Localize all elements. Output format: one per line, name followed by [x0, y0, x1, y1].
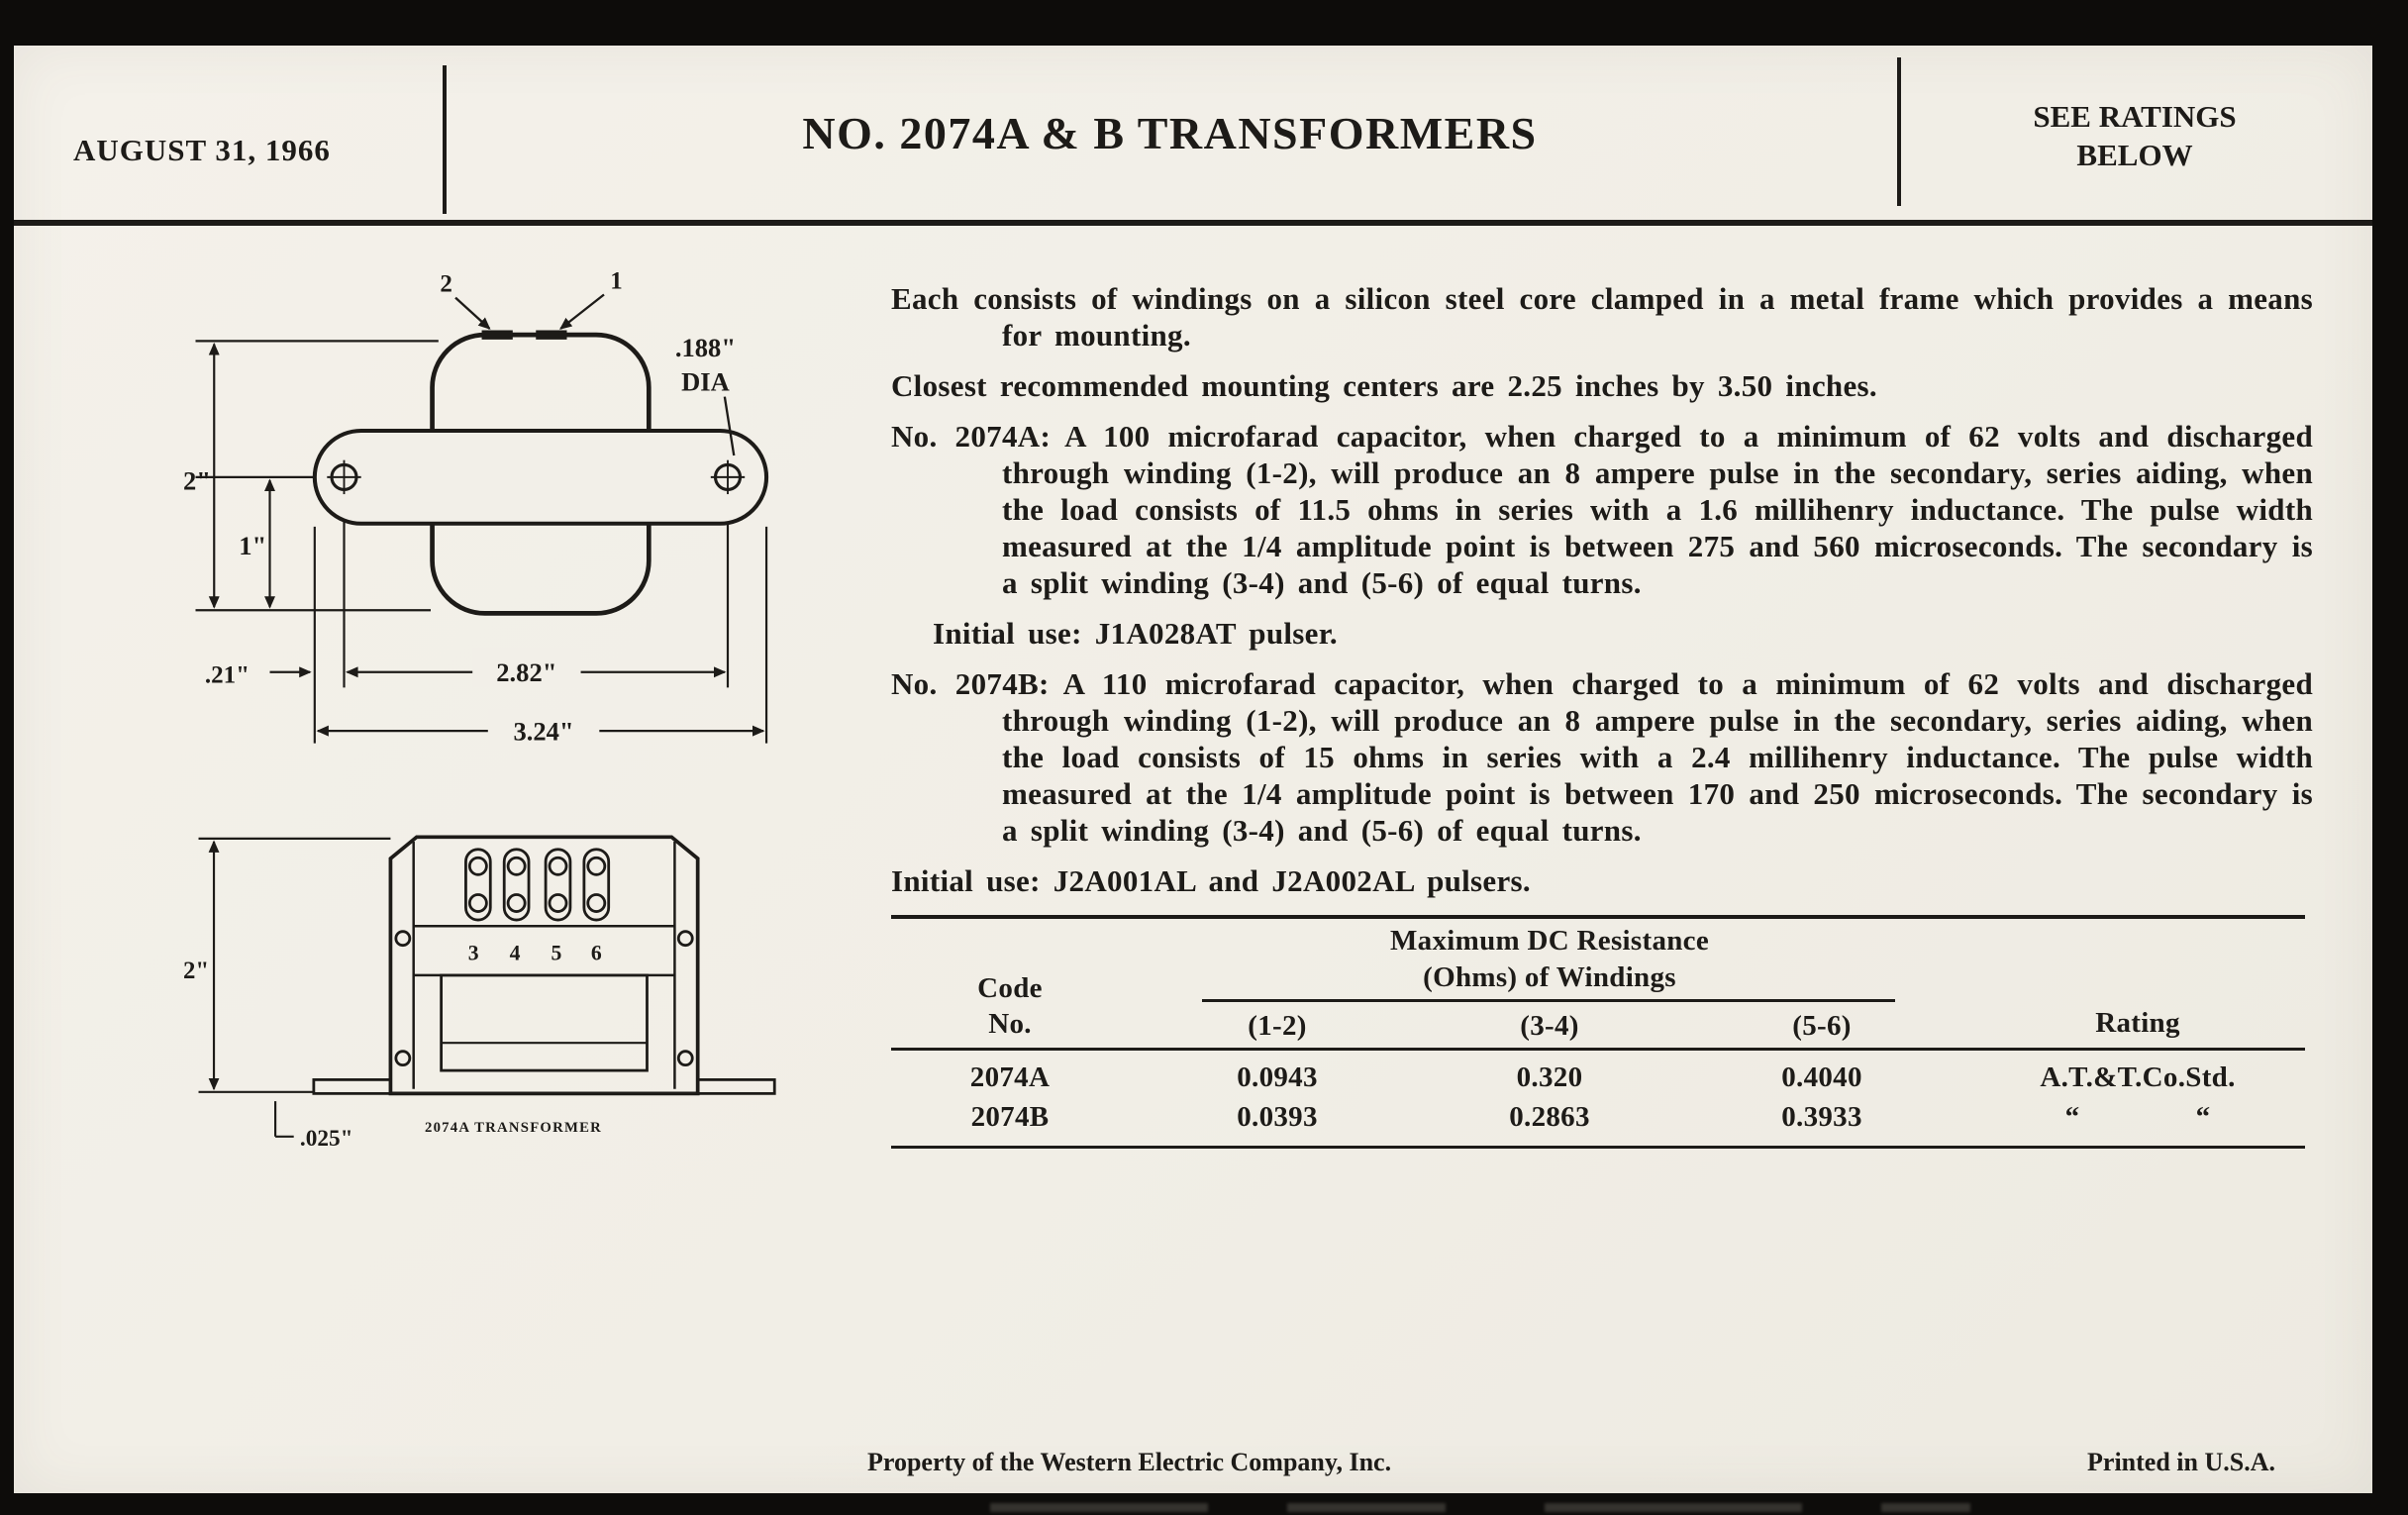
paragraph-2074b-text: A 110 microfarad capacitor, when charged to a minimum of 62 volts and discharged through winding (1-2), will produce an 8 ampere pulse in the secondary, series aiding, when the load consists of 15 ohms in series with a 2.4 millihenry inductance. The pulse width measured at the 1/4 amplitude point is between 170 and 250 microseconds. The secondary is a split winding (3-4) and (5-6) of equal turns.	[1002, 666, 2313, 848]
printed-in-usa: Printed in U.S.A.	[2087, 1448, 2275, 1476]
dim-label-height: 2"	[183, 958, 210, 985]
col-header-code-line2: No.	[988, 1008, 1032, 1040]
cell-r34: 0.2863	[1509, 1101, 1590, 1133]
dim-label-centers: 2.82"	[496, 657, 557, 688]
cutoff-text-remnant	[1881, 1503, 1970, 1512]
col-header-code-line1: Code	[977, 972, 1043, 1004]
group-header-line2: (Ohms) of Windings	[1423, 961, 1676, 993]
coil-face	[396, 932, 692, 1070]
frame-screw	[396, 932, 410, 946]
group-header-line1: Maximum DC Resistance	[1389, 925, 1710, 957]
hole-dia-label-unit: DIA	[681, 366, 730, 397]
paragraph-2074a	[891, 418, 2313, 601]
paragraph-2074a-text: A 100 microfarad capacitor, when charged to a minimum of 62 volts and discharged through winding (1-2), will produce an 8 ampere pulse in the secondary, series aiding, when the load consists of 11.5 ohms in series with a 1.6 millihenry inductance. The pulse width measured at the 1/4 amplitude point is between 275 and 560 microseconds. The secondary is a split winding (3-4) and (5-6) of equal turns.	[1002, 419, 2313, 600]
ratings-note-line1: SEE RATINGS	[2033, 99, 2237, 134]
dim-label-foot-thickness: .025"	[299, 1126, 353, 1153]
cell-r56: 0.4040	[1781, 1061, 1862, 1093]
table-header	[891, 919, 2305, 1048]
intro-paragraph-1: Each consists of windings on a silicon steel core clamped in a metal frame which provides a means for mounting.	[891, 281, 2313, 353]
dim-label-overall: 3.24"	[513, 716, 574, 747]
col-header-code	[891, 923, 1129, 1048]
property-notice: Property of the Western Electric Company, Inc.	[867, 1448, 1392, 1476]
terminal-number-5: 5	[551, 941, 562, 965]
lead-label-2: 2	[440, 270, 452, 298]
drawing-caption: 2074A TRANSFORMER	[424, 1120, 603, 1137]
frame-screw	[396, 1052, 410, 1065]
frame-screw	[678, 932, 692, 946]
hole-dia-label: .188"	[674, 333, 737, 362]
initial-use-2074b: Initial use: J2A001AL and J2A002AL pulsers.	[891, 863, 1531, 898]
cutoff-text-remnant	[990, 1503, 1208, 1512]
dim-label-height: 2"	[183, 465, 212, 496]
terminal-block	[414, 850, 675, 975]
cell-rating: “ “	[2064, 1101, 2211, 1133]
terminal-number-6: 6	[590, 941, 602, 965]
dim-label-inset: .21"	[204, 661, 251, 689]
table-row-2074a	[891, 1051, 2305, 1097]
header-rule	[14, 220, 2372, 226]
initial-use-2074a: Initial use: J1A028AT pulser.	[933, 616, 1338, 651]
cutoff-text-remnant	[1287, 1503, 1446, 1512]
paragraph-2074b	[891, 665, 2313, 849]
description-column	[891, 280, 2313, 1149]
winding-column-headers	[1129, 1002, 1970, 1048]
paragraph-2074a-label: No. 2074A:	[891, 419, 1052, 454]
document-page	[14, 46, 2372, 1493]
cell-code: 2074B	[970, 1101, 1050, 1133]
transformer-front-view-drawing	[183, 828, 782, 1159]
cell-code: 2074A	[969, 1061, 1051, 1093]
table-group-section	[1129, 923, 1970, 1048]
ratings-note	[1897, 97, 2372, 174]
ratings-note-line2: BELOW	[2076, 138, 2193, 172]
table-rule-bottom	[891, 1146, 2305, 1149]
cell-r34: 0.320	[1516, 1061, 1583, 1093]
cell-rating: A.T.&T.Co.Std.	[2040, 1061, 2236, 1093]
cell-r12: 0.0943	[1237, 1061, 1318, 1093]
cell-r12: 0.0393	[1237, 1101, 1318, 1133]
dimension-lines	[199, 839, 391, 1137]
col-header-1-2: (1-2)	[1248, 1010, 1307, 1042]
col-header-3-4: (3-4)	[1520, 1010, 1579, 1042]
document-date: AUGUST 31, 1966	[73, 133, 331, 167]
cell-r56: 0.3933	[1781, 1101, 1862, 1133]
col-header-rating: Rating	[2095, 1007, 2180, 1039]
table-group-header	[1129, 923, 1970, 996]
frame-outline	[314, 837, 774, 1093]
dim-label-half-height: 1"	[239, 531, 267, 560]
table-row-2074b	[891, 1097, 2305, 1146]
terminal-number-3: 3	[467, 941, 479, 965]
mounting-strap	[315, 431, 766, 524]
mounting-foot-left	[314, 1079, 391, 1093]
cutoff-text-remnant	[1545, 1503, 1802, 1512]
col-header-5-6: (5-6)	[1792, 1010, 1852, 1042]
lead-label-1: 1	[610, 267, 623, 295]
mounting-foot-right	[698, 1079, 775, 1093]
terminal-number-4: 4	[509, 941, 521, 965]
transformer-top-view-drawing	[183, 257, 802, 783]
intro-paragraph-2: Closest recommended mounting centers are 2.25 inches by 3.50 inches.	[891, 368, 1877, 403]
ratings-table	[891, 915, 2305, 1149]
page-title: NO. 2074A & B TRANSFORMERS	[802, 108, 1538, 158]
frame-screw	[678, 1052, 692, 1065]
paragraph-2074b-label: No. 2074B:	[891, 666, 1050, 701]
